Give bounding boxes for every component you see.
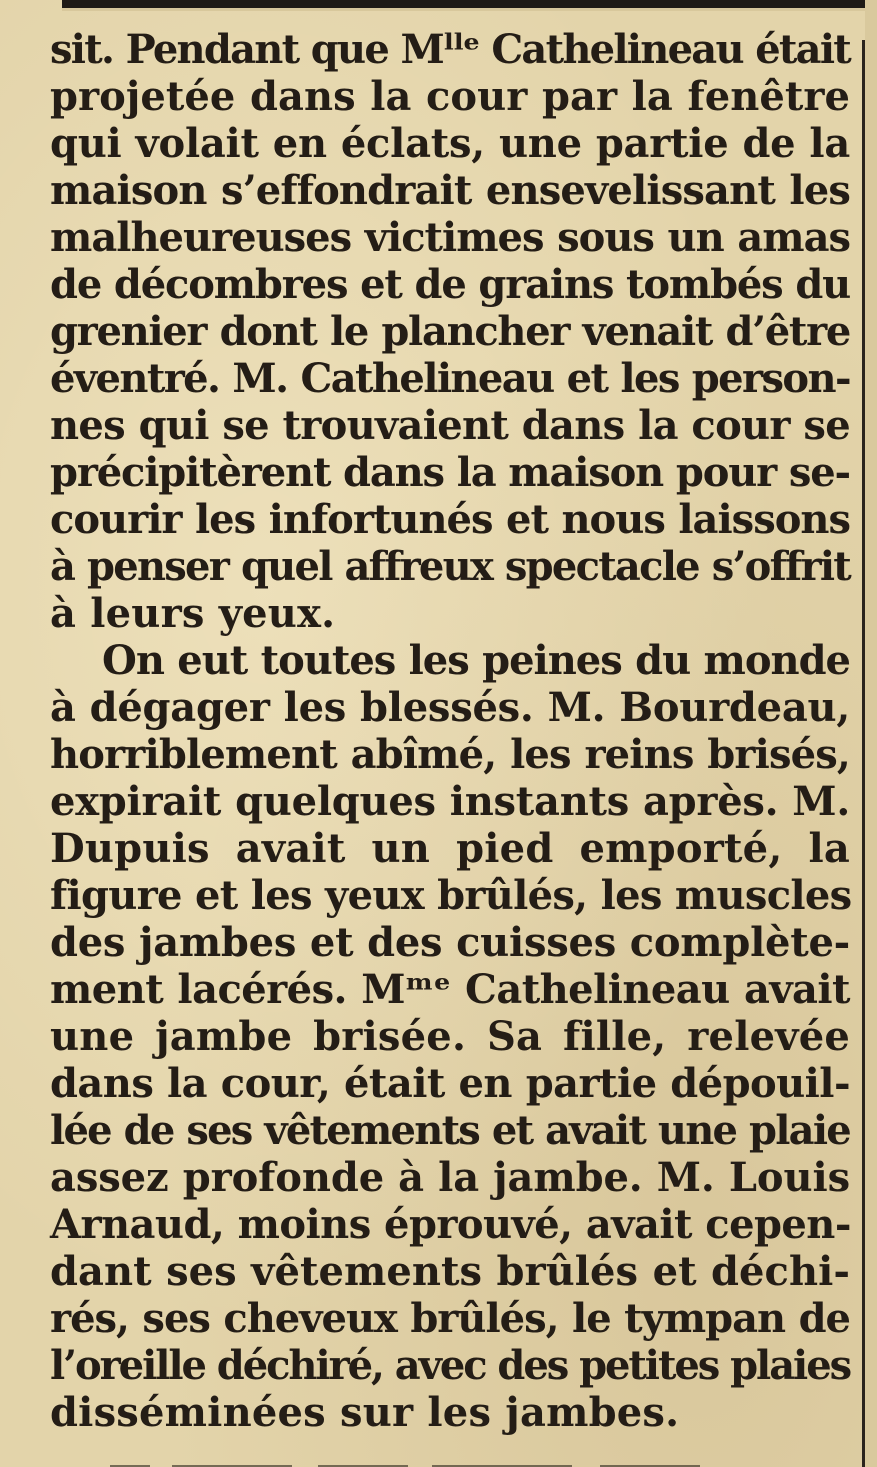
text-line: disséminées sur les jambes. (50, 1389, 680, 1436)
text-line: expirait quelques instants après. M. (50, 778, 850, 825)
text-line: grenier dont le plancher venait d’être (50, 308, 850, 355)
text-line: précipitèrent dans la maison pour se- (50, 449, 850, 496)
paragraph-2 (50, 637, 850, 1436)
text-line: une jambe brisée. Sa fille, relevée (50, 1013, 850, 1060)
text-line: lée de ses vêtements et avait une plaie (50, 1107, 850, 1154)
text-line: dant ses vêtements brûlés et déchi- (50, 1248, 850, 1295)
text-line: rés, ses cheveux brûlés, le tympan de (50, 1295, 850, 1342)
cut-off-next-line (50, 1456, 850, 1467)
text-line: malheureuses victimes sous un amas (50, 214, 850, 261)
text-line: assez profonde à la jambe. M. Louis (50, 1154, 850, 1201)
text-line: nes qui se trouvaient dans la cour se (50, 402, 850, 449)
text-line: qui volait en éclats, une partie de la (50, 120, 850, 167)
text-line: l’oreille déchiré, avec des petites plaies (50, 1342, 851, 1389)
article-column (50, 26, 850, 1436)
text-line: à penser quel affreux spectacle s’offrit (50, 543, 850, 590)
text-line: de décombres et de grains tombés du (50, 261, 851, 308)
text-line: horriblement abîmé, les reins brisés, (50, 731, 850, 778)
text-line: des jambes et des cuisses complète- (50, 919, 850, 966)
top-column-rule (62, 0, 877, 8)
text-line: maison s’effondrait ensevelissant les (50, 167, 850, 214)
text-line: à dégager les blessés. M. Bourdeau, (50, 684, 850, 731)
text-line: courir les infortunés et nous laissons (50, 496, 850, 543)
text-line: Arnaud, moins éprouvé, avait cepen- (50, 1201, 851, 1248)
text-line: ment lacérés. Mᵐᵉ Cathelineau avait (50, 966, 850, 1013)
text-line: dans la cour, était en partie dépouil- (50, 1060, 850, 1107)
right-margin-strip (865, 0, 877, 1467)
text-line: Dupuis avait un pied emporté, la (50, 825, 850, 872)
paragraph-1 (50, 26, 850, 637)
text-line: sit. Pendant que Mˡˡᵉ Cathelineau était (50, 26, 850, 73)
text-line: à leurs yeux. (50, 590, 336, 637)
text-line: projetée dans la cour par la fenêtre (50, 73, 850, 120)
text-line: On eut toutes les peines du monde (102, 637, 850, 684)
top-rule-gap (62, 8, 877, 11)
text-line: figure et les yeux brûlés, les muscles (50, 872, 852, 919)
text-line: éventré. M. Cathelineau et les person- (50, 355, 850, 402)
